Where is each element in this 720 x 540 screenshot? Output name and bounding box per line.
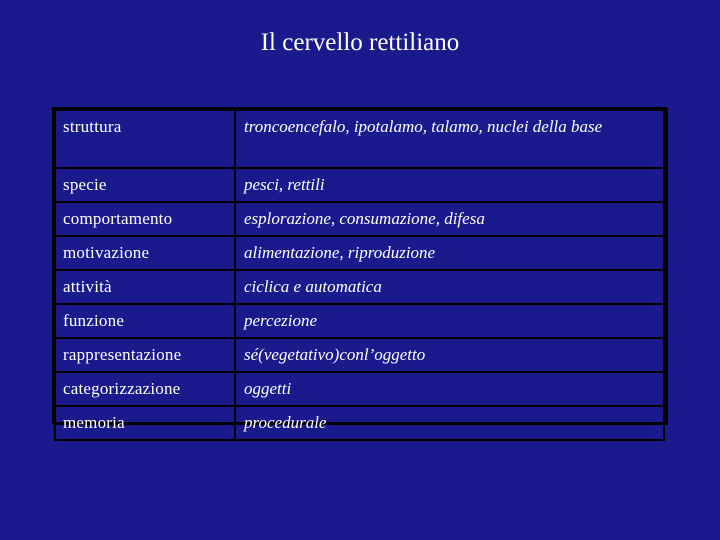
table-row-comportamento bbox=[55, 202, 664, 236]
table-row-funzione bbox=[55, 304, 664, 338]
row-value: sé(vegetativo)conl’oggetto bbox=[235, 338, 664, 372]
row-label: rappresentazione bbox=[55, 338, 235, 372]
row-label: motivazione bbox=[55, 236, 235, 270]
table-row-motivazione bbox=[55, 236, 664, 270]
row-value: pesci, rettili bbox=[235, 168, 664, 202]
table-row-rappresentazione bbox=[55, 338, 664, 372]
row-value: troncoencefalo, ipotalamo, talamo, nuclei della base bbox=[235, 110, 664, 168]
row-value: alimentazione, riproduzione bbox=[235, 236, 664, 270]
row-label: attività bbox=[55, 270, 235, 304]
row-value: procedurale bbox=[235, 406, 664, 440]
row-label: funzione bbox=[55, 304, 235, 338]
table-row-specie bbox=[55, 168, 664, 202]
table-row-categorizzazione bbox=[55, 372, 664, 406]
table-row-struttura bbox=[55, 110, 664, 168]
properties-table-grid bbox=[54, 109, 665, 441]
row-value: oggetti bbox=[235, 372, 664, 406]
table-row-attivita bbox=[55, 270, 664, 304]
row-label: categorizzazione bbox=[55, 372, 235, 406]
row-value: ciclica e automatica bbox=[235, 270, 664, 304]
row-label: struttura bbox=[55, 110, 235, 168]
table-row-memoria bbox=[55, 406, 664, 440]
properties-table bbox=[52, 107, 667, 432]
row-label: comportamento bbox=[55, 202, 235, 236]
row-label: memoria bbox=[55, 406, 235, 440]
row-value: esplorazione, consumazione, difesa bbox=[235, 202, 664, 236]
row-label: specie bbox=[55, 168, 235, 202]
row-value: percezione bbox=[235, 304, 664, 338]
slide-title: Il cervello rettiliano bbox=[260, 29, 460, 56]
